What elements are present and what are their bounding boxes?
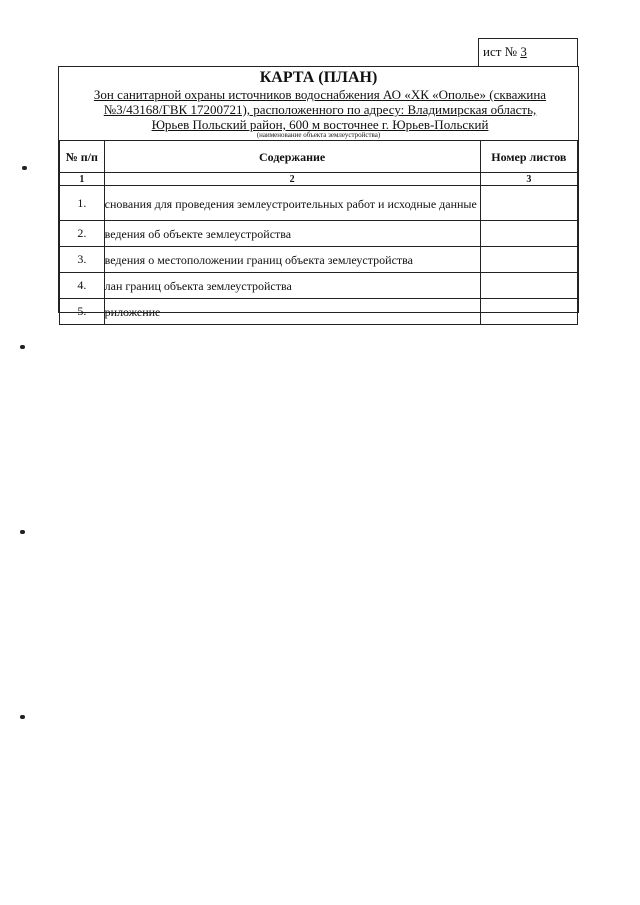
header-content: Содержание [104,141,480,173]
table-row [60,247,578,273]
contents-table [59,140,578,325]
row-content: снования для проведения землеустроительных работ и исходные данные [104,186,480,221]
sheet-number-value: 3 [520,44,527,59]
row-content: лан границ объекта землеустройства [104,273,480,299]
header-sheets: Номер листов [480,141,577,173]
punch-hole-mark [20,715,25,719]
object-description: Зон санитарной охраны источников водоснабжения АО «ХК «Ополье» (скважина №3/43168/ГВК 17200721), расположенного по адресу: Владимирская область, Юрьев Польский район, 600 м восточнее г. Юрьев-Польский [93,87,547,132]
row-content: ведения о местоположении границ объекта землеустройства [104,247,480,273]
table-row [60,186,578,221]
sheet-number-box [478,38,578,66]
row-content: риложение [104,299,480,325]
table-row [60,299,578,325]
row-sheets [480,299,577,325]
table-header-row [60,141,578,173]
row-content: ведения об объекте землеустройства [104,221,480,247]
object-caption: (наименование объекта землеустройства) [256,131,381,139]
row-sheets [480,186,577,221]
row-number: 3. [60,247,105,273]
row-sheets [480,273,577,299]
punch-hole-mark [22,166,27,170]
column-number-row [60,173,578,186]
row-sheets [480,221,577,247]
column-number: 1 [60,173,105,186]
document-frame [58,66,579,319]
punch-hole-mark [20,530,25,534]
punch-hole-mark [20,345,25,349]
row-number: 5. [60,299,105,325]
header-number: № п/п [60,141,105,173]
document-title: КАРТА (ПЛАН) [259,69,378,86]
row-number: 1. [60,186,105,221]
row-number: 4. [60,273,105,299]
table-row [60,273,578,299]
sheet-number-label: ист № [483,44,518,59]
column-number: 3 [480,173,577,186]
column-number: 2 [104,173,480,186]
row-sheets [480,247,577,273]
table-row [60,221,578,247]
row-number: 2. [60,221,105,247]
